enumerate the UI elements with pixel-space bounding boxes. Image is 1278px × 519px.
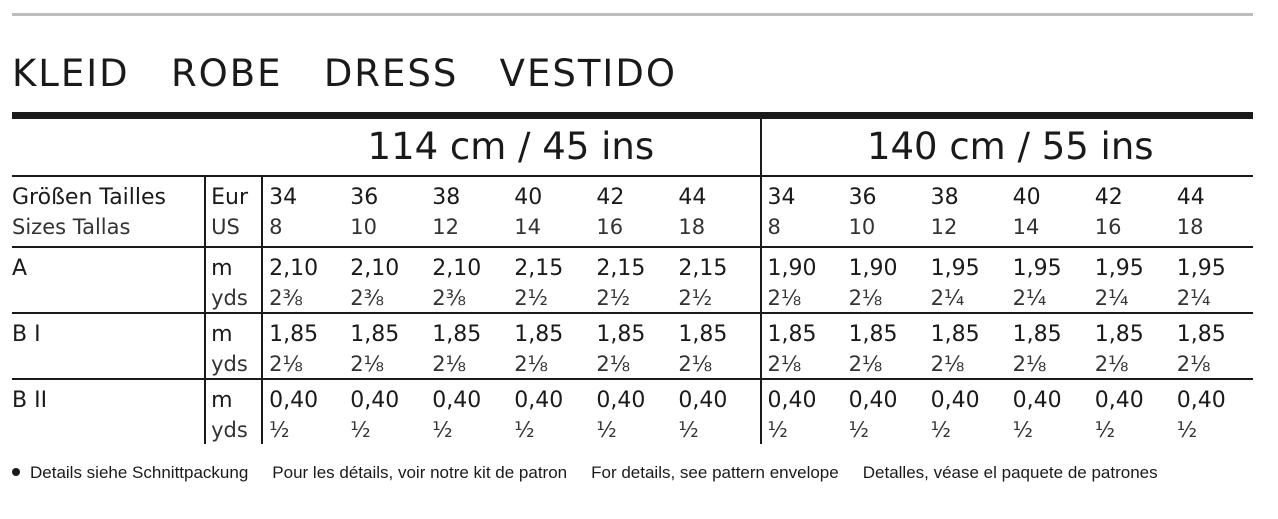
amount-yds: 2⅜: [269, 286, 303, 310]
size-us: 16: [596, 215, 624, 239]
size-eur: 34: [767, 185, 796, 210]
yardage-table: [12, 119, 1253, 444]
amount-cell: [514, 379, 596, 444]
view-label-cell: [12, 313, 205, 379]
amount-cell: [432, 313, 514, 379]
amount-m: 1,85: [767, 322, 817, 347]
amount-m: 1,95: [1094, 256, 1144, 281]
footnote: [12, 460, 1212, 485]
amount-m: 2,15: [596, 256, 646, 281]
amount-yds: ½: [350, 418, 371, 442]
amount-m: 0,40: [514, 388, 564, 413]
amount-yds: 2⅛: [269, 352, 303, 376]
footnote-en: For details, see pattern envelope: [591, 463, 839, 482]
unit-yds: yds: [211, 418, 248, 442]
size-us: 12: [930, 215, 958, 239]
size-us: 8: [269, 215, 283, 239]
amount-cell: [761, 379, 849, 444]
size-cell: [761, 176, 849, 247]
amount-yds: 2⅜: [432, 286, 466, 310]
amount-yds: 2⅛: [930, 352, 965, 376]
amount-yds: 2½: [596, 286, 631, 310]
unit-m: m: [211, 322, 233, 347]
amount-m: 0,40: [432, 388, 482, 413]
size-cell: [931, 176, 1013, 247]
amount-cell: [596, 379, 678, 444]
unit-cell: [205, 379, 262, 444]
amount-cell: [1095, 247, 1177, 313]
amount-m: 2,10: [350, 256, 400, 281]
size-eur: 40: [514, 185, 543, 210]
amount-cell: [432, 247, 514, 313]
size-eur: 40: [1012, 185, 1041, 210]
amount-cell: [514, 247, 596, 313]
amount-m: 1,85: [1012, 322, 1062, 347]
amount-m: 1,85: [350, 322, 400, 347]
amount-yds: 2⅛: [350, 352, 384, 376]
fabric-width-row: [12, 119, 1253, 176]
size-us: 18: [678, 215, 706, 239]
amount-yds: 2⅛: [1012, 352, 1047, 376]
size-cell: [1095, 176, 1177, 247]
amount-m: 2,15: [678, 256, 728, 281]
fabric-row: [12, 379, 1253, 444]
amount-cell: [596, 313, 678, 379]
fabric-width-1: 114 cm / 45 ins: [367, 125, 655, 168]
amount-m: 1,85: [269, 322, 319, 347]
amount-cell: [1095, 379, 1177, 444]
amount-cell: [1095, 313, 1177, 379]
unit-yds: yds: [211, 286, 248, 310]
unit-m: m: [211, 256, 233, 281]
amount-m: 0,40: [1012, 388, 1062, 413]
amount-m: 1,85: [678, 322, 728, 347]
size-label-line1: Größen Tailles: [12, 185, 167, 210]
amount-yds: 2⅛: [848, 286, 883, 310]
size-eur: 36: [848, 185, 877, 210]
amount-m: 1,85: [848, 322, 898, 347]
amount-cell: [596, 247, 678, 313]
amount-m: 1,90: [848, 256, 898, 281]
size-cell: [596, 176, 678, 247]
amount-cell: [262, 313, 350, 379]
unit-cell: [205, 247, 262, 313]
size-us: 14: [1012, 215, 1040, 239]
amount-m: 1,85: [1094, 322, 1144, 347]
amount-yds: 2⅛: [514, 352, 549, 376]
amount-cell: [849, 313, 931, 379]
amount-cell: [849, 247, 931, 313]
size-cell: [350, 176, 432, 247]
size-cell: [678, 176, 760, 247]
amount-yds: 2⅛: [767, 352, 802, 376]
amount-m: 1,90: [767, 256, 817, 281]
size-us: 10: [350, 215, 377, 239]
amount-m: 1,85: [432, 322, 482, 347]
amount-m: 1,95: [1012, 256, 1062, 281]
amount-cell: [1177, 379, 1253, 444]
size-eur: 36: [350, 185, 379, 210]
amount-cell: [350, 379, 432, 444]
amount-cell: [432, 379, 514, 444]
view-label: B II: [12, 388, 48, 413]
amount-yds: 2⅛: [596, 352, 631, 376]
size-cell: [262, 176, 350, 247]
unit-m: m: [211, 388, 233, 413]
size-us: 10: [848, 215, 876, 239]
amount-cell: [678, 313, 760, 379]
amount-yds: ½: [269, 418, 290, 442]
size-eur: 44: [678, 185, 707, 210]
amount-yds: ½: [432, 418, 453, 442]
amount-cell: [262, 247, 350, 313]
size-cell: [514, 176, 596, 247]
size-system-eur: Eur: [211, 185, 249, 210]
size-cell: [1177, 176, 1253, 247]
size-row: [12, 176, 1253, 247]
fabric-row: [12, 313, 1253, 379]
view-label-cell: [12, 247, 205, 313]
amount-m: 2,15: [514, 256, 564, 281]
amount-yds: 2⅛: [432, 352, 466, 376]
amount-cell: [678, 247, 760, 313]
size-label-cell: [12, 176, 205, 247]
size-label-line2: Sizes Tallas: [12, 215, 131, 239]
amount-yds: 2⅛: [678, 352, 713, 376]
size-eur: 42: [596, 185, 625, 210]
amount-yds: ½: [514, 418, 535, 442]
amount-yds: 2⅛: [848, 352, 883, 376]
amount-yds: 2¼: [930, 286, 965, 310]
amount-m: 0,40: [596, 388, 646, 413]
amount-cell: [761, 313, 849, 379]
view-label: A: [12, 256, 28, 281]
size-eur: 38: [930, 185, 959, 210]
amount-yds: 2⅛: [1176, 352, 1211, 376]
size-system-cell: [205, 176, 262, 247]
amount-cell: [1013, 247, 1095, 313]
amount-yds: ½: [767, 418, 788, 442]
header-blank: [12, 119, 262, 176]
amount-cell: [931, 247, 1013, 313]
size-us: 16: [1094, 215, 1122, 239]
amount-cell: [1177, 247, 1253, 313]
amount-yds: ½: [596, 418, 617, 442]
amount-m: 0,40: [350, 388, 400, 413]
amount-m: 1,85: [596, 322, 646, 347]
size-cell: [849, 176, 931, 247]
title-divider: [12, 112, 1253, 119]
size-eur: 34: [269, 185, 298, 210]
view-label-cell: [12, 379, 205, 444]
amount-cell: [849, 379, 931, 444]
footnote-es: Detalles, véase el paquete de patrones: [862, 463, 1158, 482]
amount-m: 1,85: [930, 322, 980, 347]
amount-m: 0,40: [678, 388, 728, 413]
page-title: KLEID ROBE DRESS VESTIDO: [12, 52, 677, 95]
footnote-fr: Pour les détails, voir notre kit de patron: [272, 463, 568, 482]
amount-m: 2,10: [269, 256, 319, 281]
amount-cell: [1177, 313, 1253, 379]
amount-yds: 2½: [678, 286, 713, 310]
size-eur: 44: [1176, 185, 1205, 210]
amount-m: 0,40: [1176, 388, 1226, 413]
amount-m: 0,40: [1094, 388, 1144, 413]
amount-m: 2,10: [432, 256, 482, 281]
bullet-icon: [12, 468, 20, 476]
amount-yds: 2¼: [1012, 286, 1047, 310]
amount-yds: 2¼: [1176, 286, 1211, 310]
amount-cell: [1013, 313, 1095, 379]
amount-yds: ½: [678, 418, 699, 442]
amount-yds: 2⅛: [767, 286, 802, 310]
amount-yds: ½: [930, 418, 951, 442]
amount-yds: 2½: [514, 286, 549, 310]
amount-yds: 2⅛: [1094, 352, 1129, 376]
size-us: 8: [767, 215, 781, 239]
amount-cell: [761, 247, 849, 313]
amount-m: 0,40: [767, 388, 817, 413]
size-us: 12: [432, 215, 459, 239]
amount-cell: [350, 313, 432, 379]
amount-m: 1,95: [1176, 256, 1226, 281]
amount-m: 0,40: [930, 388, 980, 413]
size-us: 14: [514, 215, 542, 239]
amount-cell: [514, 313, 596, 379]
amount-cell: [678, 379, 760, 444]
amount-yds: 2⅜: [350, 286, 384, 310]
size-eur: 38: [432, 185, 461, 210]
amount-m: 0,40: [269, 388, 319, 413]
amount-m: 0,40: [848, 388, 898, 413]
fabric-row: [12, 247, 1253, 313]
amount-yds: ½: [1094, 418, 1116, 442]
amount-m: 1,85: [514, 322, 564, 347]
size-us: 18: [1176, 215, 1204, 239]
amount-cell: [931, 379, 1013, 444]
unit-cell: [205, 313, 262, 379]
amount-yds: ½: [1176, 418, 1198, 442]
view-label: B I: [12, 322, 41, 347]
amount-cell: [350, 247, 432, 313]
amount-cell: [1013, 379, 1095, 444]
fabric-width-2: 140 cm / 55 ins: [761, 119, 1253, 176]
size-cell: [1013, 176, 1095, 247]
size-system-us: US: [211, 215, 240, 239]
unit-yds: yds: [211, 352, 248, 376]
size-cell: [432, 176, 514, 247]
amount-yds: ½: [848, 418, 869, 442]
top-divider: [12, 13, 1253, 16]
amount-m: 1,95: [930, 256, 980, 281]
footnote-de: Details siehe Schnittpackung: [30, 463, 249, 482]
amount-m: 1,85: [1176, 322, 1226, 347]
amount-yds: 2¼: [1094, 286, 1129, 310]
amount-cell: [262, 379, 350, 444]
amount-yds: ½: [1012, 418, 1034, 442]
size-eur: 42: [1094, 185, 1123, 210]
amount-cell: [931, 313, 1013, 379]
